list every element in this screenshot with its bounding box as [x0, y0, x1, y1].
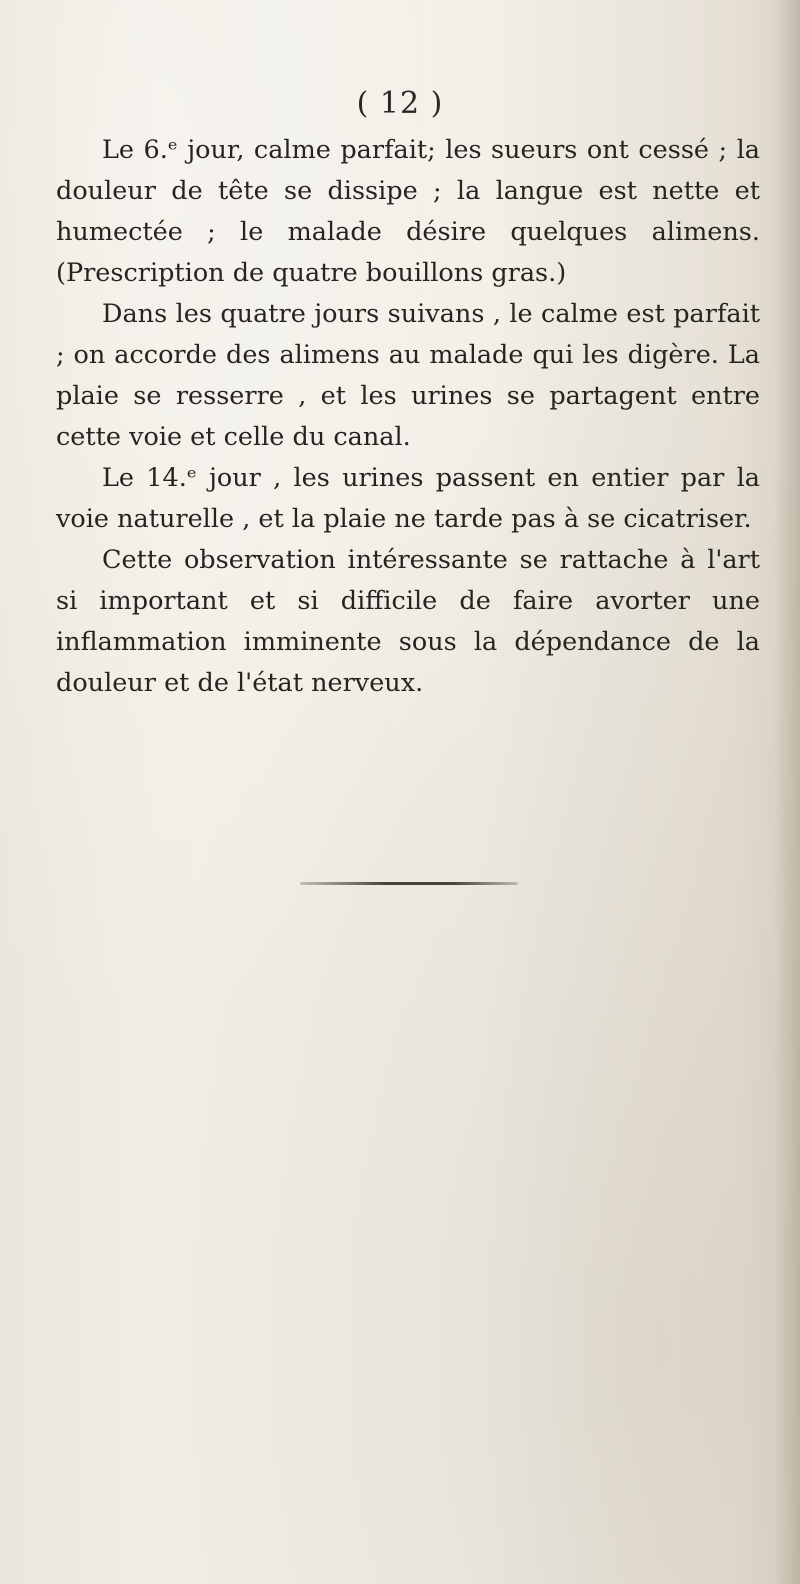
paragraph-conclusion: Cette observation intéressante se rattache à l'art si important et si difficile de faire avorter une inflammation imminente sous la dépendance de la douleur et de l'état nerveux.	[56, 545, 760, 698]
section-divider-rule	[300, 882, 518, 885]
paragraph-day-14: Le 14.ᵉ jour , les urines passent en entier par la voie naturelle , et la plaie ne tarde pas à se cicatriser.	[56, 463, 760, 534]
page-edge-shadow	[774, 0, 800, 1584]
paragraph-next-four-days: Dans les quatre jours suivans , le calme est parfait ; on accorde des alimens au malade qui les digère. La plaie se resserre , et les urines se partagent entre cette voie et celle du canal.	[56, 299, 760, 452]
page-number: ( 12 )	[356, 86, 444, 121]
body-text	[56, 130, 760, 704]
paragraph-day-6: Le 6.ᵉ jour, calme parfait; les sueurs ont cessé ; la douleur de tête se dissipe ; la langue est nette et humectée ; le malade désire quelques alimens. (Prescription de quatre bouillons gras.)	[56, 135, 760, 288]
